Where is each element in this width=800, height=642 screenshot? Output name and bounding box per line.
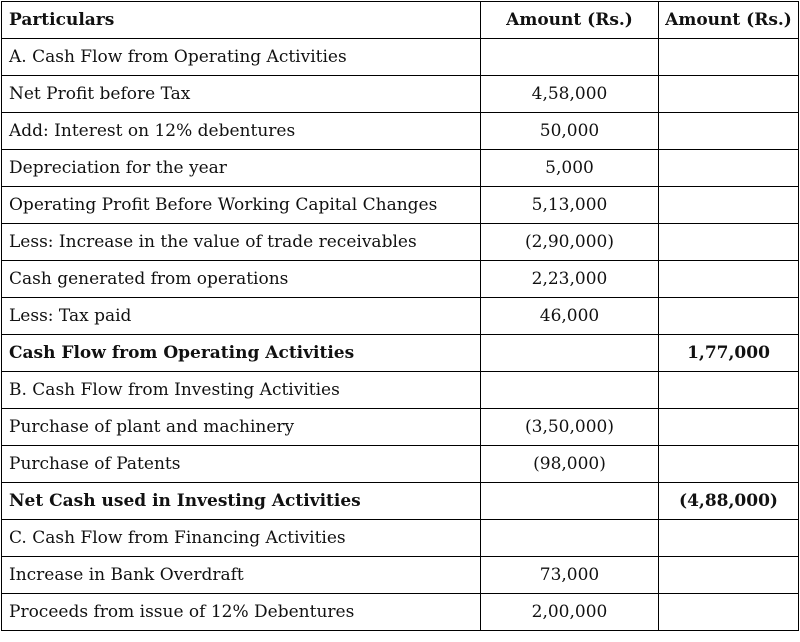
row-label: Purchase of plant and machinery: [2, 409, 481, 446]
row-amount-2: [659, 446, 799, 483]
row-amount-2: [659, 187, 799, 224]
header-amount-1: Amount (Rs.): [481, 2, 659, 39]
table-row: [2, 594, 799, 631]
row-amount-2: [659, 39, 799, 76]
row-amount-2: [659, 372, 799, 409]
row-label: B. Cash Flow from Investing Activities: [2, 372, 481, 409]
row-amount-2: 1,77,000: [659, 335, 799, 372]
row-amount-2: [659, 557, 799, 594]
table-row: [2, 39, 799, 76]
table-row: [2, 483, 799, 520]
row-label: Less: Tax paid: [2, 298, 481, 335]
row-amount-1: [481, 335, 659, 372]
row-amount-1: 4,58,000: [481, 76, 659, 113]
row-amount-1: (98,000): [481, 446, 659, 483]
row-label: A. Cash Flow from Operating Activities: [2, 39, 481, 76]
row-label: Purchase of Patents: [2, 446, 481, 483]
row-amount-2: [659, 150, 799, 187]
row-label: Increase in Bank Overdraft: [2, 557, 481, 594]
header-amount-2: Amount (Rs.): [659, 2, 799, 39]
table-row: [2, 520, 799, 557]
row-amount-1: [481, 39, 659, 76]
header-particulars: Particulars: [2, 2, 481, 39]
table-header-row: [2, 2, 799, 39]
row-amount-1: 50,000: [481, 113, 659, 150]
row-amount-1: 73,000: [481, 557, 659, 594]
row-label: Depreciation for the year: [2, 150, 481, 187]
row-amount-2: [659, 409, 799, 446]
row-label: Net Cash used in Investing Activities: [2, 483, 481, 520]
row-amount-2: [659, 76, 799, 113]
row-amount-2: [659, 224, 799, 261]
row-amount-1: 46,000: [481, 298, 659, 335]
row-amount-1: 2,00,000: [481, 594, 659, 631]
row-amount-1: [481, 520, 659, 557]
row-label: Net Profit before Tax: [2, 76, 481, 113]
row-label: Proceeds from issue of 12% Debentures: [2, 594, 481, 631]
row-label: Operating Profit Before Working Capital Changes: [2, 187, 481, 224]
row-label: Less: Increase in the value of trade receivables: [2, 224, 481, 261]
row-label: C. Cash Flow from Financing Activities: [2, 520, 481, 557]
row-label: Cash generated from operations: [2, 261, 481, 298]
table-row: [2, 557, 799, 594]
row-amount-1: 2,23,000: [481, 261, 659, 298]
row-amount-2: [659, 113, 799, 150]
table-row: [2, 446, 799, 483]
row-amount-2: [659, 261, 799, 298]
row-amount-1: (3,50,000): [481, 409, 659, 446]
row-label: Add: Interest on 12% debentures: [2, 113, 481, 150]
row-amount-1: 5,13,000: [481, 187, 659, 224]
table-row: [2, 372, 799, 409]
row-amount-2: (4,88,000): [659, 483, 799, 520]
table-row: [2, 150, 799, 187]
cash-flow-table: [1, 1, 799, 631]
table-row: [2, 261, 799, 298]
table-row: [2, 409, 799, 446]
row-amount-1: [481, 483, 659, 520]
table-row: [2, 224, 799, 261]
row-amount-2: [659, 594, 799, 631]
table-row: [2, 76, 799, 113]
row-amount-2: [659, 298, 799, 335]
table-row: [2, 298, 799, 335]
row-amount-1: [481, 372, 659, 409]
row-amount-1: 5,000: [481, 150, 659, 187]
table-row: [2, 187, 799, 224]
row-amount-2: [659, 520, 799, 557]
row-amount-1: (2,90,000): [481, 224, 659, 261]
table-row: [2, 335, 799, 372]
table-row: [2, 113, 799, 150]
row-label: Cash Flow from Operating Activities: [2, 335, 481, 372]
